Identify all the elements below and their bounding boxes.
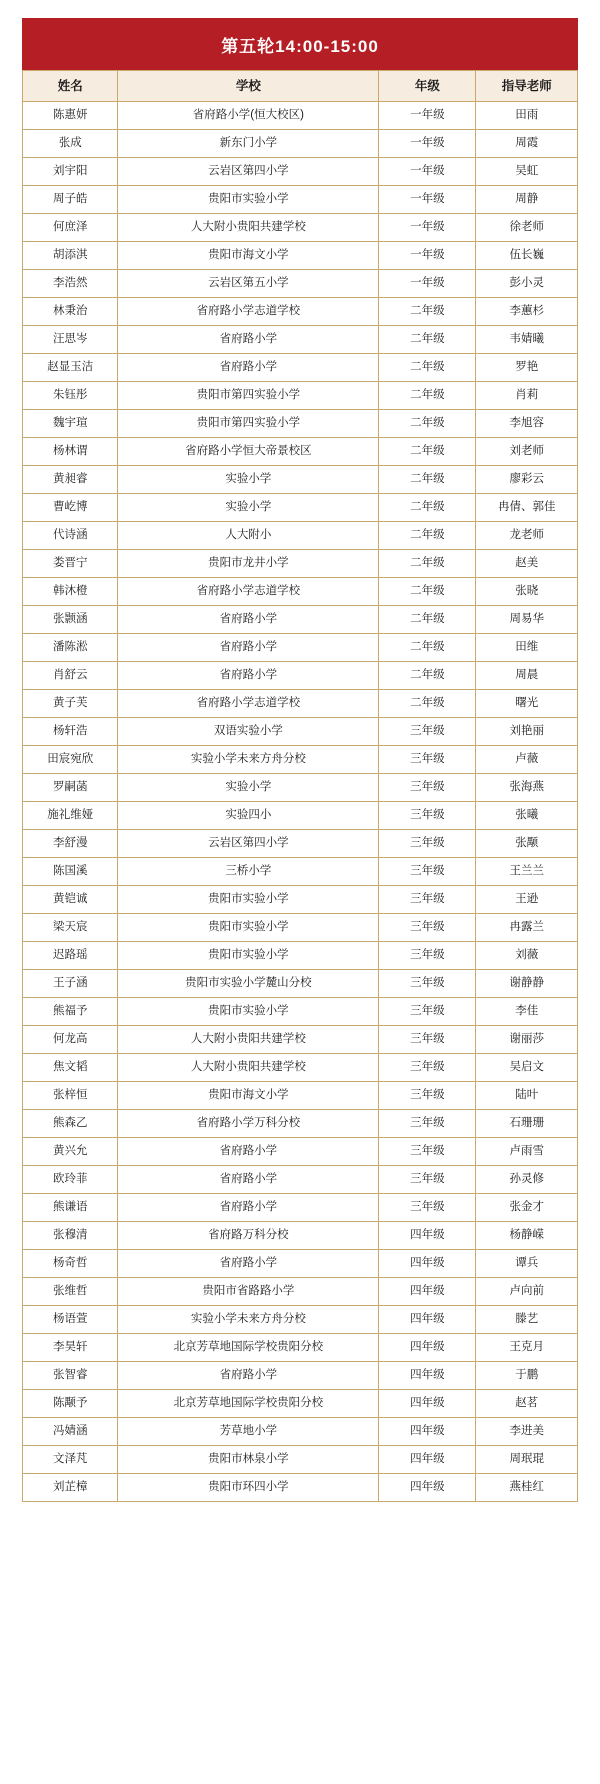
table-row xyxy=(23,438,578,466)
school-name: 贵阳市实验小学 xyxy=(118,186,379,214)
school-name: 省府路小学 xyxy=(118,326,379,354)
table-row xyxy=(23,634,578,662)
school-name: 省府路小学 xyxy=(118,1250,379,1278)
school-name: 实验小学 xyxy=(118,494,379,522)
student-name: 潘陈淞 xyxy=(23,634,118,662)
table-body xyxy=(23,102,578,1502)
table-row xyxy=(23,606,578,634)
student-name: 黄兴允 xyxy=(23,1138,118,1166)
instructor-name: 吴启文 xyxy=(476,1054,578,1082)
instructor-name: 周易华 xyxy=(476,606,578,634)
student-name: 文泽芃 xyxy=(23,1446,118,1474)
grade-level: 三年级 xyxy=(379,942,476,970)
student-name: 杨林谓 xyxy=(23,438,118,466)
table-row xyxy=(23,130,578,158)
student-name: 曹屹博 xyxy=(23,494,118,522)
school-name: 省府路小学 xyxy=(118,662,379,690)
school-name: 贵阳市海文小学 xyxy=(118,1082,379,1110)
grade-level: 三年级 xyxy=(379,1138,476,1166)
grade-level: 一年级 xyxy=(379,186,476,214)
student-name: 张颢涵 xyxy=(23,606,118,634)
grade-level: 四年级 xyxy=(379,1250,476,1278)
school-name: 北京芳草地国际学校贵阳分校 xyxy=(118,1390,379,1418)
instructor-name: 燕桂红 xyxy=(476,1474,578,1502)
student-name: 何庶泽 xyxy=(23,214,118,242)
grade-level: 三年级 xyxy=(379,774,476,802)
student-name: 黄昶睿 xyxy=(23,466,118,494)
student-name: 张维哲 xyxy=(23,1278,118,1306)
school-name: 人大附小贵阳共建学校 xyxy=(118,214,379,242)
table-row xyxy=(23,886,578,914)
instructor-name: 冉倩、郭佳 xyxy=(476,494,578,522)
school-name: 北京芳草地国际学校贵阳分校 xyxy=(118,1334,379,1362)
grade-level: 三年级 xyxy=(379,914,476,942)
grade-level: 二年级 xyxy=(379,634,476,662)
instructor-name: 李进美 xyxy=(476,1418,578,1446)
table-row xyxy=(23,1222,578,1250)
table-row xyxy=(23,550,578,578)
school-name: 省府路小学 xyxy=(118,1138,379,1166)
instructor-name: 张曦 xyxy=(476,802,578,830)
grade-level: 三年级 xyxy=(379,718,476,746)
table-row xyxy=(23,158,578,186)
student-name: 代诗涵 xyxy=(23,522,118,550)
table-row xyxy=(23,186,578,214)
school-name: 贵阳市龙井小学 xyxy=(118,550,379,578)
table-row xyxy=(23,1194,578,1222)
table-row xyxy=(23,1138,578,1166)
table-row xyxy=(23,1474,578,1502)
school-name: 云岩区第四小学 xyxy=(118,830,379,858)
table-row xyxy=(23,1390,578,1418)
instructor-name: 刘薇 xyxy=(476,942,578,970)
student-name: 冯婧涵 xyxy=(23,1418,118,1446)
grade-level: 三年级 xyxy=(379,970,476,998)
table-row xyxy=(23,1110,578,1138)
grade-level: 四年级 xyxy=(379,1278,476,1306)
school-name: 人大附小贵阳共建学校 xyxy=(118,1054,379,1082)
grade-level: 二年级 xyxy=(379,690,476,718)
student-name: 赵显玉洁 xyxy=(23,354,118,382)
grade-level: 一年级 xyxy=(379,102,476,130)
instructor-name: 滕艺 xyxy=(476,1306,578,1334)
grade-level: 二年级 xyxy=(379,354,476,382)
grade-level: 三年级 xyxy=(379,1110,476,1138)
school-name: 三桥小学 xyxy=(118,858,379,886)
instructor-name: 赵茗 xyxy=(476,1390,578,1418)
header-row xyxy=(23,71,578,102)
table-row xyxy=(23,998,578,1026)
table-row xyxy=(23,802,578,830)
grade-level: 三年级 xyxy=(379,1054,476,1082)
instructor-name: 彭小灵 xyxy=(476,270,578,298)
school-name: 实验小学未来方舟分校 xyxy=(118,1306,379,1334)
student-name: 韩沐橙 xyxy=(23,578,118,606)
instructor-name: 于鹏 xyxy=(476,1362,578,1390)
grade-level: 三年级 xyxy=(379,830,476,858)
instructor-name: 张颙 xyxy=(476,830,578,858)
grade-level: 三年级 xyxy=(379,1026,476,1054)
table-row xyxy=(23,242,578,270)
student-name: 杨奇哲 xyxy=(23,1250,118,1278)
instructor-name: 陆叶 xyxy=(476,1082,578,1110)
grade-level: 四年级 xyxy=(379,1418,476,1446)
grade-level: 一年级 xyxy=(379,270,476,298)
school-name: 省府路小学志道学校 xyxy=(118,690,379,718)
instructor-name: 张晓 xyxy=(476,578,578,606)
school-name: 省府路小学志道学校 xyxy=(118,578,379,606)
column-header-school: 学校 xyxy=(118,71,379,102)
instructor-name: 李蕙杉 xyxy=(476,298,578,326)
school-name: 人大附小贵阳共建学校 xyxy=(118,1026,379,1054)
school-name: 贵阳市第四实验小学 xyxy=(118,382,379,410)
student-name: 林秉治 xyxy=(23,298,118,326)
student-name: 张梓恒 xyxy=(23,1082,118,1110)
table-row xyxy=(23,718,578,746)
instructor-name: 卢雨雪 xyxy=(476,1138,578,1166)
table-row xyxy=(23,1362,578,1390)
table-row xyxy=(23,522,578,550)
grade-level: 四年级 xyxy=(379,1362,476,1390)
student-name: 肖舒云 xyxy=(23,662,118,690)
student-name: 张智睿 xyxy=(23,1362,118,1390)
table-row xyxy=(23,830,578,858)
column-header-name: 姓名 xyxy=(23,71,118,102)
school-name: 云岩区第四小学 xyxy=(118,158,379,186)
table-row xyxy=(23,326,578,354)
table-row xyxy=(23,1166,578,1194)
grade-level: 四年级 xyxy=(379,1222,476,1250)
grade-level: 一年级 xyxy=(379,214,476,242)
table-row xyxy=(23,774,578,802)
table-row xyxy=(23,214,578,242)
school-name: 省府路小学 xyxy=(118,1362,379,1390)
instructor-name: 张金才 xyxy=(476,1194,578,1222)
school-name: 云岩区第五小学 xyxy=(118,270,379,298)
school-name: 贵阳市省路路小学 xyxy=(118,1278,379,1306)
table-row xyxy=(23,1418,578,1446)
grade-level: 四年级 xyxy=(379,1306,476,1334)
grade-level: 一年级 xyxy=(379,242,476,270)
student-name: 杨轩浩 xyxy=(23,718,118,746)
student-name: 熊谦语 xyxy=(23,1194,118,1222)
table-row xyxy=(23,914,578,942)
table-row xyxy=(23,298,578,326)
student-name: 汪思岑 xyxy=(23,326,118,354)
instructor-name: 田雨 xyxy=(476,102,578,130)
school-name: 贵阳市实验小学 xyxy=(118,942,379,970)
instructor-name: 田维 xyxy=(476,634,578,662)
table-row xyxy=(23,858,578,886)
student-name: 李昊轩 xyxy=(23,1334,118,1362)
school-name: 芳草地小学 xyxy=(118,1418,379,1446)
instructor-name: 李佳 xyxy=(476,998,578,1026)
grade-level: 二年级 xyxy=(379,662,476,690)
grade-level: 三年级 xyxy=(379,802,476,830)
grade-level: 三年级 xyxy=(379,1194,476,1222)
student-name: 熊福予 xyxy=(23,998,118,1026)
instructor-name: 吴虹 xyxy=(476,158,578,186)
school-name: 贵阳市实验小学 xyxy=(118,886,379,914)
student-name: 焦文韬 xyxy=(23,1054,118,1082)
school-name: 省府路小学 xyxy=(118,354,379,382)
school-name: 省府路小学恒大帝景校区 xyxy=(118,438,379,466)
grade-level: 三年级 xyxy=(379,1082,476,1110)
table-row xyxy=(23,578,578,606)
student-name: 黄子芙 xyxy=(23,690,118,718)
instructor-name: 廖彩云 xyxy=(476,466,578,494)
school-name: 人大附小 xyxy=(118,522,379,550)
school-name: 省府路小学 xyxy=(118,1166,379,1194)
school-name: 贵阳市第四实验小学 xyxy=(118,410,379,438)
instructor-name: 刘艳丽 xyxy=(476,718,578,746)
instructor-name: 卢薇 xyxy=(476,746,578,774)
school-name: 实验小学未来方舟分校 xyxy=(118,746,379,774)
instructor-name: 肖莉 xyxy=(476,382,578,410)
instructor-name: 周霞 xyxy=(476,130,578,158)
table-row xyxy=(23,1334,578,1362)
page-title: 第五轮14:00-15:00 xyxy=(22,18,578,70)
table-row xyxy=(23,1054,578,1082)
grade-level: 三年级 xyxy=(379,886,476,914)
instructor-name: 周珉琨 xyxy=(476,1446,578,1474)
student-name: 迟路瑶 xyxy=(23,942,118,970)
school-name: 省府路小学万科分校 xyxy=(118,1110,379,1138)
grade-level: 四年级 xyxy=(379,1474,476,1502)
instructor-name: 周晨 xyxy=(476,662,578,690)
grade-level: 二年级 xyxy=(379,382,476,410)
table-row xyxy=(23,1306,578,1334)
student-name: 张成 xyxy=(23,130,118,158)
instructor-name: 王逊 xyxy=(476,886,578,914)
student-name: 熊森乙 xyxy=(23,1110,118,1138)
instructor-name: 卢向前 xyxy=(476,1278,578,1306)
school-name: 贵阳市环四小学 xyxy=(118,1474,379,1502)
grade-level: 四年级 xyxy=(379,1446,476,1474)
school-name: 省府路小学 xyxy=(118,606,379,634)
student-name: 王子涵 xyxy=(23,970,118,998)
student-name: 罗嗣菡 xyxy=(23,774,118,802)
grade-level: 三年级 xyxy=(379,858,476,886)
table-row xyxy=(23,270,578,298)
table-row xyxy=(23,382,578,410)
table-row xyxy=(23,1278,578,1306)
table-header xyxy=(23,71,578,102)
grade-level: 二年级 xyxy=(379,550,476,578)
grade-level: 一年级 xyxy=(379,130,476,158)
column-header-teacher: 指导老师 xyxy=(476,71,578,102)
grade-level: 四年级 xyxy=(379,1334,476,1362)
grade-level: 二年级 xyxy=(379,438,476,466)
student-name: 李浩然 xyxy=(23,270,118,298)
grade-level: 二年级 xyxy=(379,578,476,606)
instructor-name: 王克月 xyxy=(476,1334,578,1362)
school-name: 省府路小学志道学校 xyxy=(118,298,379,326)
grade-level: 二年级 xyxy=(379,522,476,550)
table-row xyxy=(23,1026,578,1054)
instructor-name: 谢丽莎 xyxy=(476,1026,578,1054)
grade-level: 二年级 xyxy=(379,410,476,438)
school-name: 省府路小学 xyxy=(118,634,379,662)
school-name: 新东门小学 xyxy=(118,130,379,158)
instructor-name: 曙光 xyxy=(476,690,578,718)
school-name: 贵阳市林泉小学 xyxy=(118,1446,379,1474)
grade-level: 四年级 xyxy=(379,1390,476,1418)
student-name: 何龙高 xyxy=(23,1026,118,1054)
student-name: 梁天宸 xyxy=(23,914,118,942)
table-row xyxy=(23,970,578,998)
student-name: 黄铠诚 xyxy=(23,886,118,914)
school-name: 贵阳市实验小学 xyxy=(118,998,379,1026)
table-row xyxy=(23,1082,578,1110)
table-row xyxy=(23,494,578,522)
school-name: 实验四小 xyxy=(118,802,379,830)
grade-level: 二年级 xyxy=(379,606,476,634)
school-name: 双语实验小学 xyxy=(118,718,379,746)
student-name: 欧玲菲 xyxy=(23,1166,118,1194)
school-name: 省府路小学(恒大校区) xyxy=(118,102,379,130)
instructor-name: 李旭容 xyxy=(476,410,578,438)
student-name: 田宸宛欣 xyxy=(23,746,118,774)
grade-level: 二年级 xyxy=(379,466,476,494)
grade-level: 二年级 xyxy=(379,494,476,522)
table-row xyxy=(23,1446,578,1474)
school-name: 贵阳市实验小学麓山分校 xyxy=(118,970,379,998)
instructor-name: 韦婧曦 xyxy=(476,326,578,354)
table-row xyxy=(23,354,578,382)
instructor-name: 徐老师 xyxy=(476,214,578,242)
table-row xyxy=(23,1250,578,1278)
instructor-name: 石珊珊 xyxy=(476,1110,578,1138)
instructor-name: 孙灵修 xyxy=(476,1166,578,1194)
student-name: 刘芷樟 xyxy=(23,1474,118,1502)
student-name: 杨语萱 xyxy=(23,1306,118,1334)
instructor-name: 刘老师 xyxy=(476,438,578,466)
school-name: 贵阳市海文小学 xyxy=(118,242,379,270)
instructor-name: 周静 xyxy=(476,186,578,214)
instructor-name: 谭兵 xyxy=(476,1250,578,1278)
student-name: 陈国溪 xyxy=(23,858,118,886)
table-row xyxy=(23,942,578,970)
grade-level: 三年级 xyxy=(379,998,476,1026)
roster-table xyxy=(22,70,578,1502)
grade-level: 三年级 xyxy=(379,746,476,774)
instructor-name: 王兰兰 xyxy=(476,858,578,886)
instructor-name: 杨静嵘 xyxy=(476,1222,578,1250)
instructor-name: 冉露兰 xyxy=(476,914,578,942)
table-row xyxy=(23,662,578,690)
instructor-name: 龙老师 xyxy=(476,522,578,550)
student-name: 陈颙予 xyxy=(23,1390,118,1418)
student-name: 张穆清 xyxy=(23,1222,118,1250)
grade-level: 二年级 xyxy=(379,298,476,326)
student-name: 李舒漫 xyxy=(23,830,118,858)
student-name: 周子皓 xyxy=(23,186,118,214)
grade-level: 三年级 xyxy=(379,1166,476,1194)
table-row xyxy=(23,410,578,438)
instructor-name: 张海燕 xyxy=(476,774,578,802)
school-name: 省府路万科分校 xyxy=(118,1222,379,1250)
table-row xyxy=(23,466,578,494)
school-name: 实验小学 xyxy=(118,466,379,494)
school-name: 实验小学 xyxy=(118,774,379,802)
student-name: 陈惠妍 xyxy=(23,102,118,130)
grade-level: 一年级 xyxy=(379,158,476,186)
student-name: 朱钰彤 xyxy=(23,382,118,410)
instructor-name: 罗艳 xyxy=(476,354,578,382)
school-name: 省府路小学 xyxy=(118,1194,379,1222)
instructor-name: 谢静静 xyxy=(476,970,578,998)
student-name: 刘宇阳 xyxy=(23,158,118,186)
instructor-name: 赵美 xyxy=(476,550,578,578)
table-row xyxy=(23,690,578,718)
table-row xyxy=(23,102,578,130)
student-name: 胡添淇 xyxy=(23,242,118,270)
student-name: 施礼维娅 xyxy=(23,802,118,830)
school-name: 贵阳市实验小学 xyxy=(118,914,379,942)
instructor-name: 伍长巍 xyxy=(476,242,578,270)
grade-level: 二年级 xyxy=(379,326,476,354)
student-name: 魏宇瑄 xyxy=(23,410,118,438)
table-row xyxy=(23,746,578,774)
column-header-grade: 年级 xyxy=(379,71,476,102)
student-name: 娄晋宁 xyxy=(23,550,118,578)
